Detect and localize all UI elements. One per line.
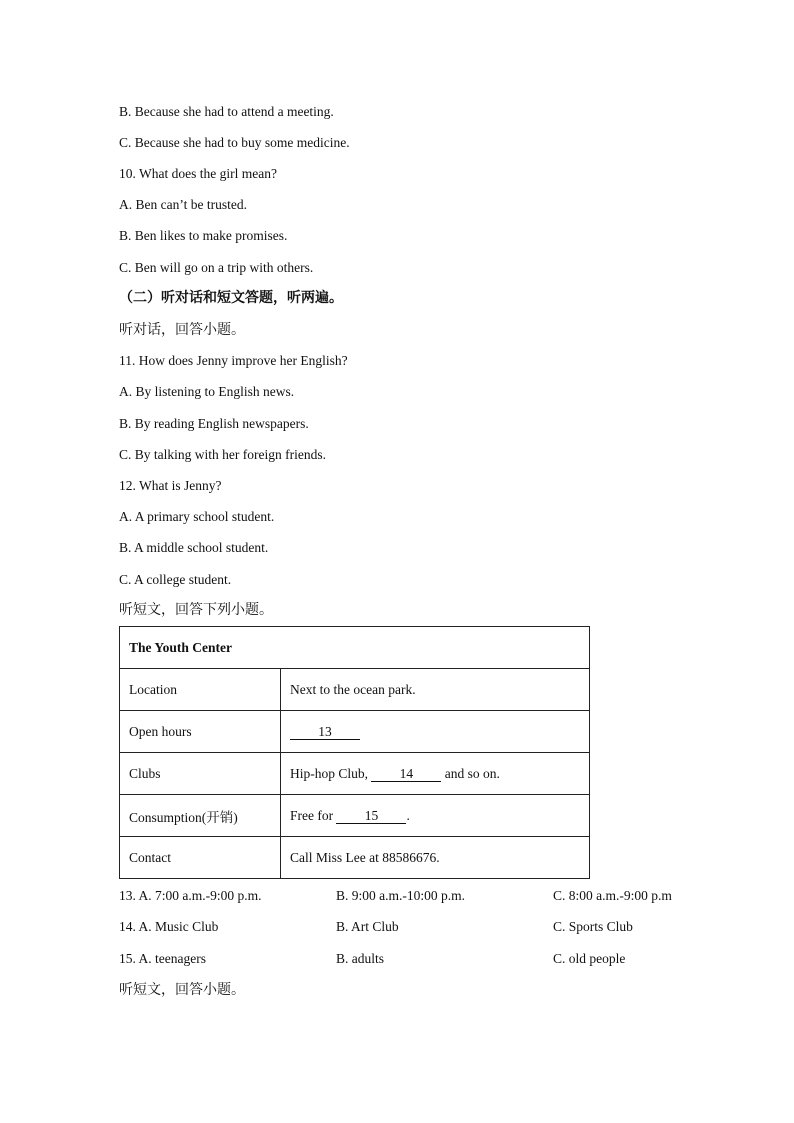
row-label: Open hours [120,711,281,753]
option-9c: C. Because she had to buy some medicine. [119,135,350,150]
options-row-13 [119,887,719,905]
option-13a: 13. A. 7:00 a.m.-9:00 p.m. [119,888,262,903]
option-12b: B. A middle school student. [119,540,269,555]
question-10: 10. What does the girl mean? [119,166,277,181]
option-10c: C. Ben will go on a trip with others. [119,260,314,275]
table-row [120,669,590,711]
option-14b: B. Art Club [336,919,399,934]
options-row-14 [119,918,719,936]
row-value [281,795,590,837]
dialogue-intro: 听对话，回答小题。 [119,322,245,338]
option-9b: B. Because she had to attend a meeting. [119,104,334,119]
row-label: Clubs [120,753,281,795]
table-row [120,837,590,879]
value-text: Free for [290,807,337,823]
value-text: . [406,807,410,823]
option-11b: B. By reading English newspapers. [119,416,309,431]
value-text: Hip-hop Club, [290,765,372,781]
option-13c: C. 8:00 a.m.-9:00 p.m [553,888,672,903]
table-row [120,795,590,837]
option-11c: C. By talking with her foreign friends. [119,447,326,462]
option-13b: B. 9:00 a.m.-10:00 p.m. [336,888,465,903]
blank-14: 14 [371,767,441,782]
option-15b: B. adults [336,951,385,966]
option-10a: A. Ben can’t be trusted. [119,197,247,212]
row-label: Consumption(开销) [120,795,281,837]
option-11a: A. By listening to English news. [119,384,295,399]
option-10b: B. Ben likes to make promises. [119,228,288,243]
row-value [281,669,590,711]
option-14c: C. Sports Club [553,919,633,934]
option-12c: C. A college student. [119,572,232,587]
options-row-15 [119,950,719,968]
row-label: Contact [120,837,281,879]
option-15c: C. old people [553,951,626,966]
passage-intro-2: 听短文，回答小题。 [119,982,245,998]
section-2-title: （二）听对话和短文答题，听两遍。 [119,290,343,306]
table-title: The Youth Center [120,627,590,669]
value-text: Next to the ocean park. [290,681,416,697]
blank-15: 15 [336,809,406,824]
table-row [120,753,590,795]
table-title-row [120,627,590,669]
table-row [120,711,590,753]
blank-13: 13 [290,725,360,740]
question-12: 12. What is Jenny? [119,478,222,493]
option-12a: A. A primary school student. [119,509,275,524]
row-value [281,753,590,795]
question-11: 11. How does Jenny improve her English? [119,353,348,368]
passage-intro: 听短文，回答下列小题。 [119,602,273,618]
value-text: Call Miss Lee at 88586676. [290,849,440,865]
option-15a: 15. A. teenagers [119,951,206,966]
option-14a: 14. A. Music Club [119,919,219,934]
row-value [281,711,590,753]
row-value [281,837,590,879]
row-label: Location [120,669,281,711]
value-text: and so on. [441,765,500,781]
youth-center-table [119,626,590,879]
